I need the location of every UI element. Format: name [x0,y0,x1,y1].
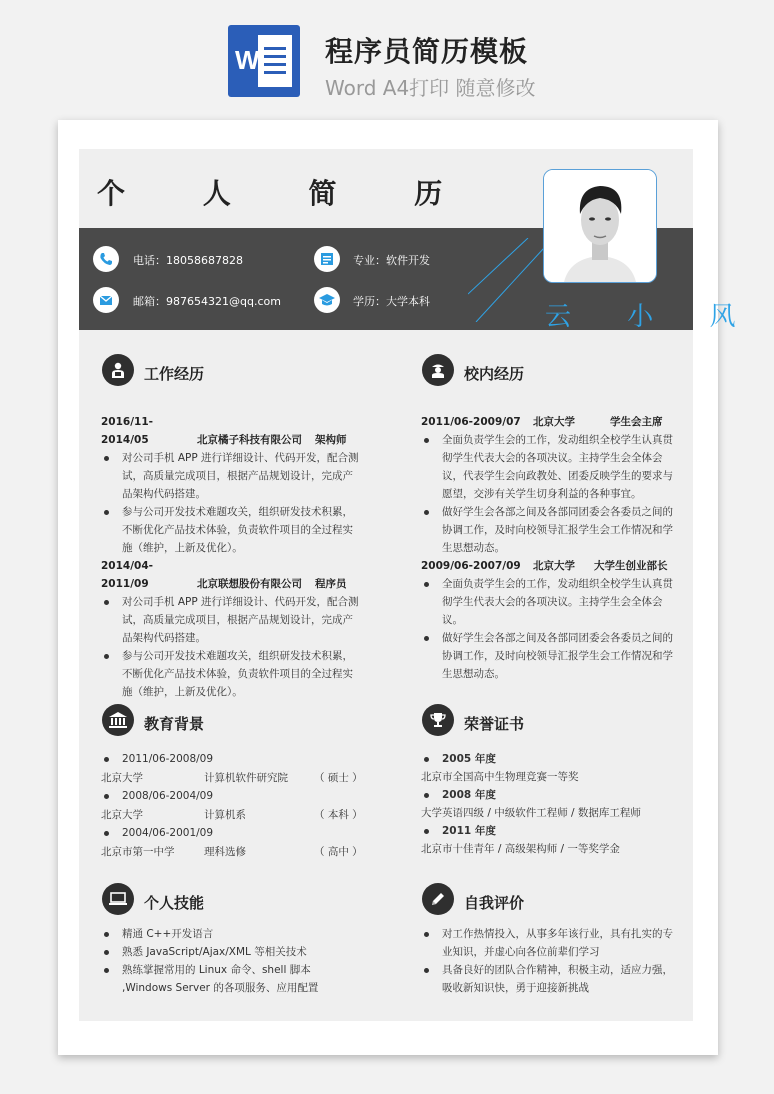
skills-list [101,925,363,997]
list-item: 对公司手机 APP 进行详细设计、代码开发，配合测试，高质量完成项目，根据产品规划设计，完成产品架构代码搭建。 [101,593,363,647]
edu-row [101,769,363,787]
edu-major: 计算机软件研究院 [204,772,288,784]
banner-subtitle: Word A4打印 随意修改 [325,76,536,100]
job-header [101,413,363,449]
job-role: 架构师 [315,434,347,446]
campus-section-title: 校内经历 [464,365,525,383]
person-name: 云 小 风 [545,302,760,332]
edu-school: 北京市第一中学 [101,846,175,858]
laptop-icon [102,883,134,915]
word-icon [228,25,300,97]
edu-period: 2011/06-2008/09 [101,750,363,768]
self-eval-list [421,925,683,997]
resume-title: 个 人 简 历 [97,177,477,210]
decorative-lines [468,238,548,322]
honor-section-title: 荣誉证书 [464,715,525,733]
list-item: 参与公司开发技术难题攻关，组织研发技术积累，不断优化产品技术体验，负责软件项目的全过程实施（维护，上新及优化）。 [101,503,363,557]
honor-year: 2005 年度 [421,750,683,768]
honor-desc: 北京市全国高中生物理竞赛一等奖 [421,771,579,783]
list-item: 全面负责学生会的工作，发动组织全校学生认真贯彻学生代表大会的各项决议。主持学生会全体会议。 [421,575,683,629]
honor-list [421,750,683,858]
job-header [101,557,363,593]
pencil-icon [422,883,454,915]
skills-section-title: 个人技能 [144,894,205,912]
job-period: 2014/04-2011/09 [101,560,154,590]
list-item: 全面负责学生会的工作，发动组织全校学生认真贯彻学生代表大会的各项决议。主持学生会全体会议，代表学生会向政教处、团委反映学生的要求与愿望，交涉有关学生切身利益的各种事宜。 [421,431,683,503]
campus-org: 北京大学 [533,560,575,572]
honor-year: 2008 年度 [421,786,683,804]
list-item: 做好学生会各部之间及各部同团委会各委员之间的协调工作，及时向校领导汇报学生会工作情况和学生思想动态。 [421,503,683,557]
major-text: 专业：软件开发 [353,254,430,267]
job-company: 北京联想股份有限公司 [197,578,302,590]
document-icon [258,35,292,87]
campus-header [421,413,683,431]
edu-school: 北京大学 [101,809,143,821]
edu-school: 北京大学 [101,772,143,784]
email-text: 邮箱：987654321@qq.com [133,295,281,308]
list-item: 具备良好的团队合作精神，积极主动，适应力强，吸收新知识快，勇于迎接新挑战 [421,961,683,997]
list-item: 熟悉 JavaScript/Ajax/XML 等相关技术 [101,943,363,961]
campus-period: 2011/06-2009/07 [421,416,521,428]
edu-period: 2008/06-2004/09 [101,787,363,805]
honor-year: 2011 年度 [421,822,683,840]
campus-role: 学生会主席 [610,416,663,428]
edu-degree: （ 硕士 ） [314,772,363,784]
job-company: 北京橘子科技有限公司 [197,434,302,446]
list-item: 参与公司开发技术难题攻关，组织研发技术积累，不断优化产品技术体验，负责软件项目的全过程实施（维护，上新及优化）。 [101,647,363,701]
edu-row [101,806,363,824]
word-logo-letter: W [235,45,260,75]
student-icon [422,354,454,386]
honor-desc: 大学英语四级 / 中级软件工程师 / 数据库工程师 [421,807,641,819]
phone-icon [93,246,119,272]
edu-row [101,843,363,861]
major-icon [314,246,340,272]
education-list [101,750,363,861]
work-list [101,413,363,701]
education-text: 学历：大学本科 [353,295,430,308]
edu-period: 2004/06-2001/09 [101,824,363,842]
email-icon [93,287,119,313]
school-building-icon [102,704,134,736]
list-item: 对工作热情投入，从事多年该行业，具有扎实的专业知识，并虚心向各位前辈们学习 [421,925,683,961]
job-period: 2016/11-2014/05 [101,416,154,446]
work-section-title: 工作经历 [144,365,205,383]
edu-degree: （ 本科 ） [314,809,363,821]
campus-list [421,413,683,683]
self-eval-section-title: 自我评价 [464,894,525,912]
graduation-cap-icon [314,287,340,313]
education-section-title: 教育背景 [144,715,205,733]
job-role: 程序员 [315,578,347,590]
campus-header [421,557,683,575]
phone-text: 电话：18058687828 [133,254,243,267]
edu-major: 计算机系 [204,809,246,821]
campus-org: 北京大学 [533,416,575,428]
honor-desc: 北京市十佳青年 / 高级架构师 / 一等奖学金 [421,843,620,855]
campus-role: 大学生创业部长 [594,560,668,572]
list-item: 对公司手机 APP 进行详细设计、代码开发，配合测试，高质量完成项目，根据产品规划设计，完成产品架构代码搭建。 [101,449,363,503]
banner-title: 程序员简历模板 [325,35,529,68]
trophy-icon [422,704,454,736]
list-item: 做好学生会各部之间及各部同团委会各委员之间的协调工作，及时向校领导汇报学生会工作情况和学生思想动态。 [421,629,683,683]
campus-period: 2009/06-2007/09 [421,560,521,572]
list-item: 精通 C++开发语言 [101,925,363,943]
edu-degree: （ 高中 ） [314,846,363,858]
edu-major: 理科选修 [204,846,246,858]
profile-photo [543,169,657,283]
list-item: 熟练掌握常用的 Linux 命令、shell 脚本 ,Windows Server 的各项服务、应用配置 [101,961,363,997]
worker-icon [102,354,134,386]
